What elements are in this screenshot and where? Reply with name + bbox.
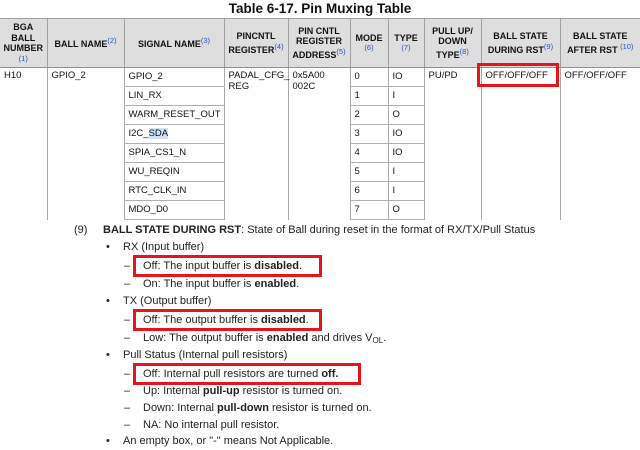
header-pin-cntl-register-address: PIN CNTL REGISTER ADDRESS$^{(5)}$ (288, 19, 350, 68)
pull-type-cell: PU/PD (424, 68, 481, 220)
mode-cell: 1 (350, 87, 388, 106)
dash-icon: – (124, 278, 131, 290)
bullet-icon: • (106, 241, 110, 253)
highlight-during-rst-cell (477, 63, 559, 87)
pincntl-register-cell: PADAL_CFG_ REG (224, 68, 288, 220)
rx-on-text: On: The input buffer is enabled. (143, 278, 300, 290)
pin-muxing-table (0, 18, 640, 220)
header-bga-ball-number: BGA BALL NUMBER (1) (0, 19, 47, 68)
mode-cell: 5 (350, 163, 388, 182)
pull-title: Pull Status (Internal pull resistors) (123, 349, 288, 361)
dash-icon: – (124, 385, 131, 397)
mode-cell: 2 (350, 106, 388, 125)
dash-icon: – (124, 368, 131, 380)
pull-off-text: Off: Internal pull resistors are turned off. (143, 368, 339, 380)
mode-cell: 0 (350, 68, 388, 87)
dash-icon: – (124, 314, 131, 326)
signal-name-cell: I2C_SDA (124, 125, 224, 144)
signal-name-cell: WARM_RESET_OUT (124, 106, 224, 125)
signal-name-cell: GPIO_2 (124, 68, 224, 87)
mode-cell: 3 (350, 125, 388, 144)
header-pincntl-register: PINCNTL REGISTER$^{(4)}$ (224, 19, 288, 68)
bullet-icon: • (106, 349, 110, 361)
state-during-rst-cell: OFF/OFF/OFF (481, 68, 560, 220)
mode-cell: 6 (350, 182, 388, 201)
bullet-icon: • (106, 435, 110, 447)
header-mode: MODE (6) (350, 19, 388, 68)
header-ball-name: BALL NAME$^{(2)}$ (47, 19, 124, 68)
header-type: TYPE (7) (388, 19, 424, 68)
dash-icon: – (124, 402, 131, 414)
dash-icon: – (124, 260, 131, 272)
table-header-row (0, 19, 640, 68)
state-after-rst-cell: OFF/OFF/OFF (560, 68, 640, 220)
tx-low-text: Low: The output buffer is enabled and drives $V_{OL}$. (143, 332, 387, 345)
na-text: NA: No internal pull resistor. (143, 419, 280, 431)
pull-up-text: Up: Internal pull-up resistor is turned on. (143, 385, 343, 397)
mode-cell: 7 (350, 201, 388, 220)
pull-down-text: Down: Internal pull-down resistor is turned on. (143, 402, 372, 414)
highlight-tx-off (133, 309, 322, 331)
footnote-heading: BALL STATE DURING RST: State of Ball during reset in the format of RX/TX/Pull Status (103, 224, 536, 236)
signal-name-cell: SPIA_CS1_N (124, 144, 224, 163)
header-signal-name: SIGNAL NAME$^{(3)}$ (124, 19, 224, 68)
type-cell: I (388, 182, 424, 201)
dash-icon: – (124, 332, 131, 344)
signal-name-cell: MDO_D0 (124, 201, 224, 220)
register-address-cell: 0x5A00 002C (288, 68, 350, 220)
signal-name-cell: LIN_RX (124, 87, 224, 106)
table-title: Table 6-17. Pin Muxing Table (228, 1, 412, 16)
type-cell: O (388, 201, 424, 220)
tx-title: TX (Output buffer) (123, 295, 212, 307)
type-cell: IO (388, 144, 424, 163)
type-cell: O (388, 106, 424, 125)
dash-icon: – (124, 419, 131, 431)
rx-title: RX (Input buffer) (123, 241, 205, 253)
ball-name-cell: GPIO_2 (47, 68, 124, 220)
highlight-pull-off (133, 363, 361, 385)
header-ball-state-during-rst: BALL STATE DURING RST$^{(9)}$ (481, 19, 560, 68)
header-ball-state-after-rst: BALL STATE AFTER RST $^{(10)}$ (560, 19, 640, 68)
tx-off-text: Off: The output buffer is disabled. (143, 314, 309, 326)
highlight-rx-off (133, 255, 322, 277)
type-cell: IO (388, 68, 424, 87)
type-cell: IO (388, 125, 424, 144)
type-cell: I (388, 163, 424, 182)
bullet-icon: • (106, 295, 110, 307)
header-pull-up-down-type: PULL UP/ DOWN TYPE$^{(8)}$ (424, 19, 481, 68)
empty-box-text: An empty box, or "-" means Not Applicable. (123, 435, 334, 447)
ball-number-cell: H10 (4, 70, 22, 81)
type-cell: I (388, 87, 424, 106)
rx-off-text: Off: The input buffer is disabled. (143, 260, 302, 272)
signal-name-cell: WU_REQIN (124, 163, 224, 182)
selected-text[interactable]: SDA (148, 127, 169, 139)
signal-name-cell: RTC_CLK_IN (124, 182, 224, 201)
mode-cell: 4 (350, 144, 388, 163)
footnote-number: (9) (74, 224, 88, 236)
